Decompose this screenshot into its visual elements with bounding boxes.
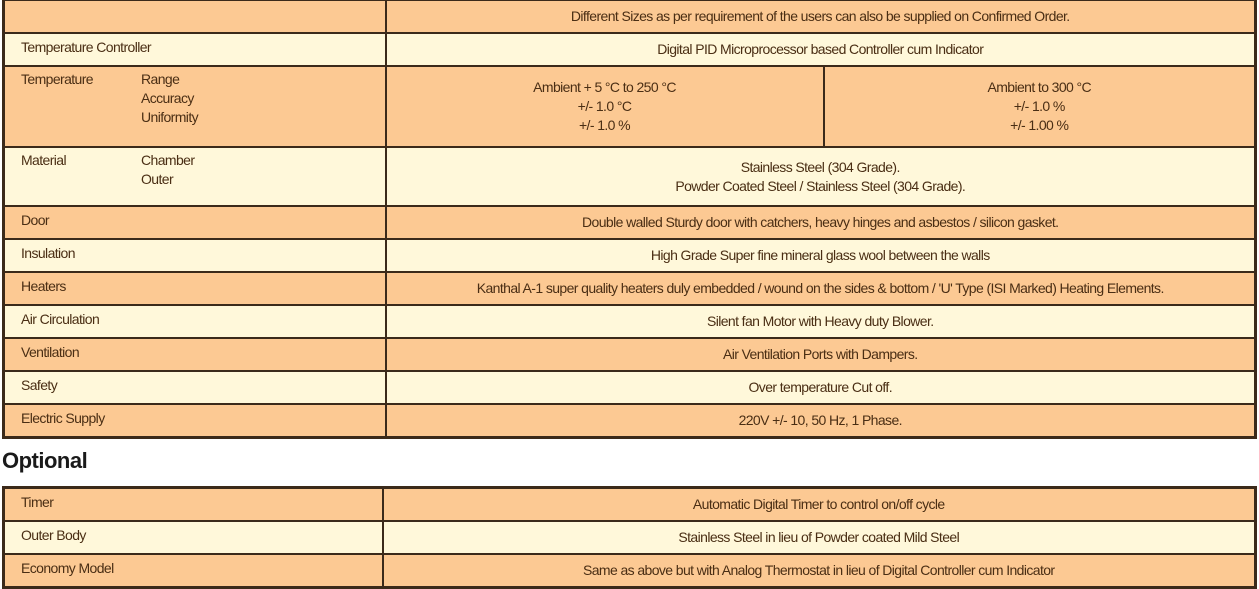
spec-label: Temperature — [21, 71, 93, 87]
sub-label: Chamber — [141, 152, 195, 168]
spec-value: High Grade Super fine mineral glass wool between the walls — [386, 239, 1256, 272]
spec-value: Air Ventilation Ports with Dampers. — [386, 338, 1256, 371]
spec-label: Door — [4, 206, 386, 239]
option-value: Automatic Digital Timer to control on/off cycle — [383, 488, 1256, 522]
table-row — [4, 272, 1256, 305]
table-row — [4, 521, 1256, 554]
table-row — [4, 371, 1256, 404]
option-label: Economy Model — [4, 554, 383, 588]
sub-label: Outer — [141, 171, 174, 187]
spec-label: Material — [21, 152, 66, 168]
table-row — [4, 33, 1256, 66]
table-row — [4, 66, 1256, 147]
option-value: Stainless Steel in lieu of Powder coated Mild Steel — [383, 521, 1256, 554]
sub-label: Uniformity — [141, 109, 199, 125]
spec-value: Over temperature Cut off. — [386, 371, 1256, 404]
spec-value: Double walled Sturdy door with catchers, heavy hinges and asbestos / silicon gasket. — [386, 206, 1256, 239]
spec-value: Kanthal A-1 super quality heaters duly embedded / wound on the sides & bottom / 'U' Type (ISI Marked) Heating Elements. — [386, 272, 1256, 305]
table-row — [4, 305, 1256, 338]
spec-label — [4, 0, 386, 33]
spec-label: Ventilation — [4, 338, 386, 371]
spec-value: 220V +/- 10, 50 Hz, 1 Phase. — [386, 404, 1256, 438]
option-value: Same as above but with Analog Thermostat in lieu of Digital Controller cum Indicator — [383, 554, 1256, 588]
section-heading: Optional — [2, 448, 88, 473]
table-row — [4, 554, 1256, 588]
spec-value: Silent fan Motor with Heavy duty Blower. — [386, 305, 1256, 338]
spec-value: Different Sizes as per requirement of the users can also be supplied on Confirmed Order. — [386, 0, 1256, 33]
sub-label: Range — [141, 71, 180, 87]
table-row — [4, 488, 1256, 522]
sub-label: Accuracy — [141, 90, 194, 106]
option-label: Timer — [4, 488, 383, 522]
specifications-table — [2, 0, 1257, 439]
spec-value: Stainless Steel (304 Grade). Powder Coated Steel / Stainless Steel (304 Grade). — [386, 147, 1256, 206]
table-row — [4, 206, 1256, 239]
optional-table — [2, 486, 1257, 589]
table-row — [4, 147, 1256, 206]
spec-label: Safety — [4, 371, 386, 404]
spec-value-a: Ambient + 5 °C to 250 °C +/- 1.0 °C +/- 1.0 % — [386, 66, 824, 147]
table-row — [4, 404, 1256, 438]
spec-label-cell — [4, 66, 386, 147]
spec-label: Temperature Controller — [4, 33, 386, 66]
spec-label: Air Circulation — [4, 305, 386, 338]
spec-label: Electric Supply — [4, 404, 386, 438]
table-row — [4, 239, 1256, 272]
table-row — [4, 338, 1256, 371]
table-row — [4, 0, 1256, 33]
spec-label-cell — [4, 147, 386, 206]
spec-label: Insulation — [4, 239, 386, 272]
spec-label: Heaters — [4, 272, 386, 305]
spec-value-b: Ambient to 300 °C +/- 1.0 % +/- 1.00 % — [824, 66, 1256, 147]
option-label: Outer Body — [4, 521, 383, 554]
spec-value: Digital PID Microprocessor based Controller cum Indicator — [386, 33, 1256, 66]
